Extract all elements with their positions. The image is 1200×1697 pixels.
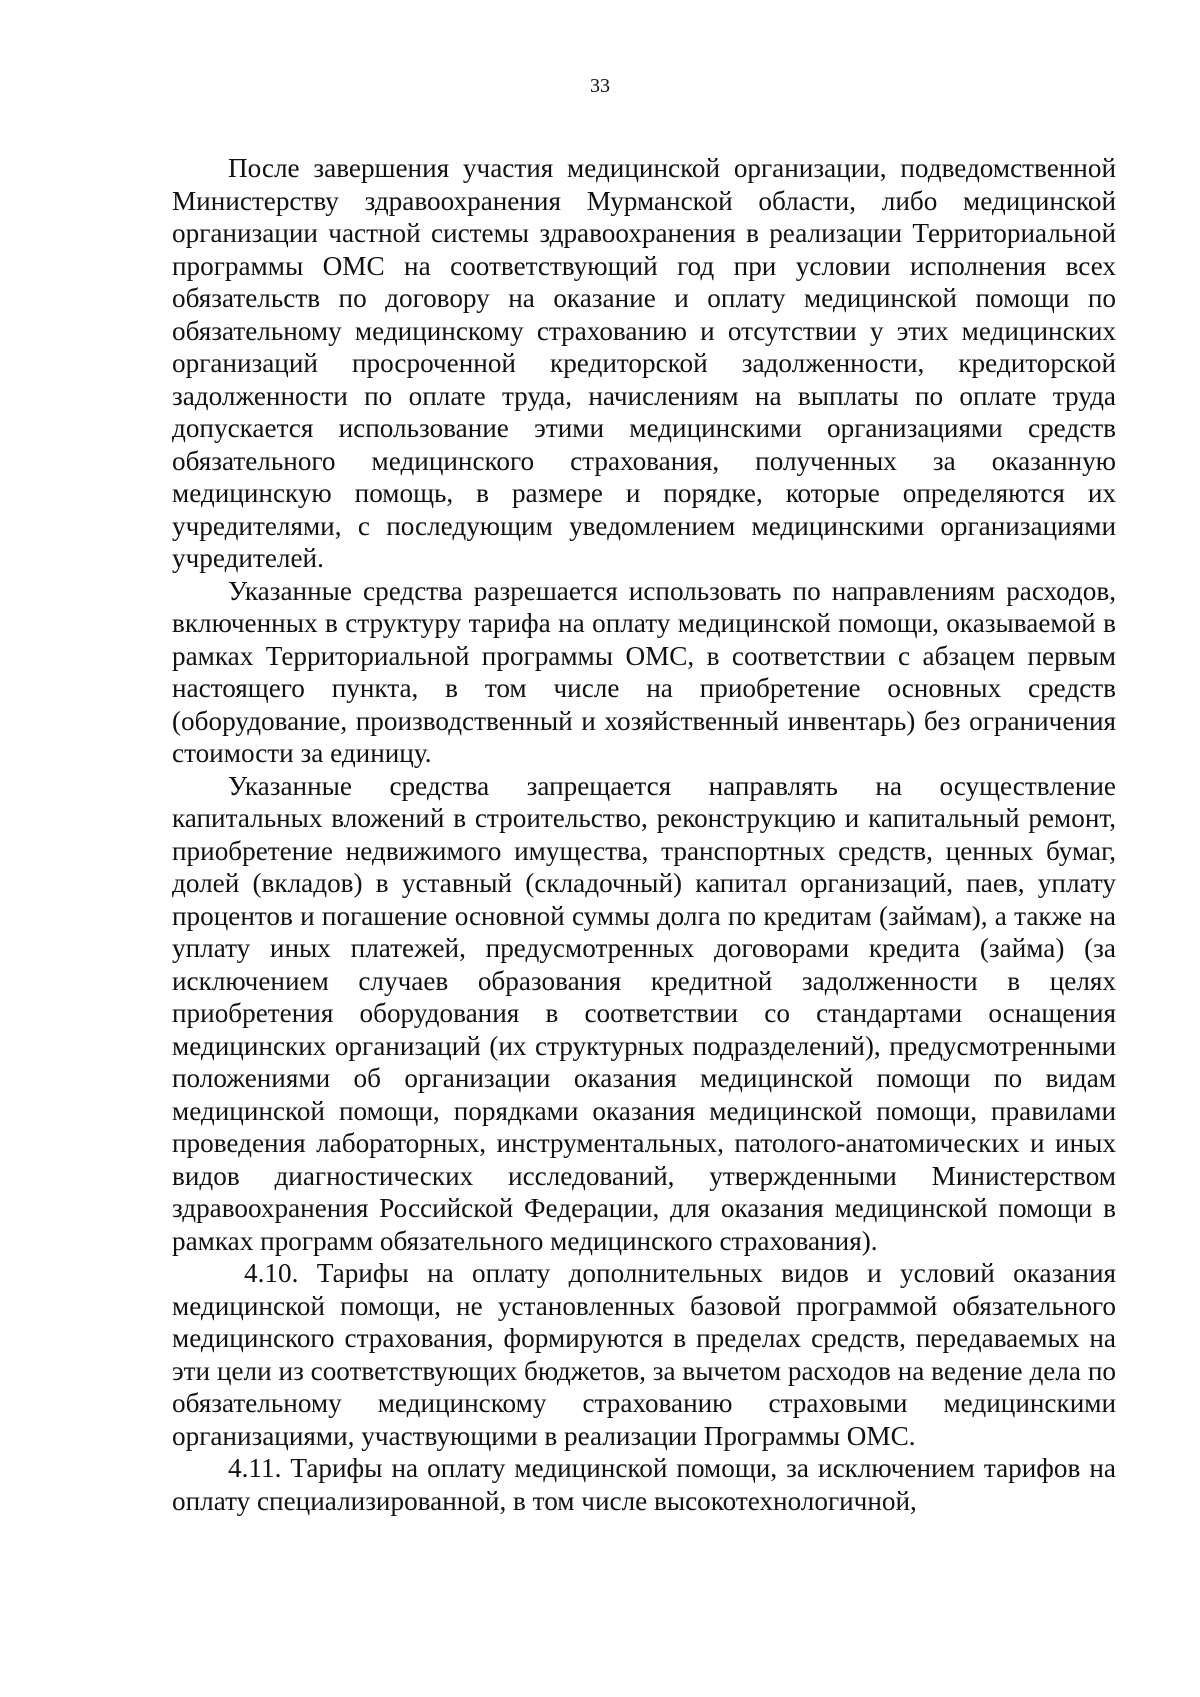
document-body <box>172 152 1116 1517</box>
paragraph-completion-participation: После завершения участия медицинской организации, подведомственной Министерству здравоохранения Мурманской области, либо медицинской организации частной системы здравоохранения в реализации Территориальной программы ОМС на соответствующий год при условии исполнения всех обязательств по договору на оказание и оплату медицинской помощи по обязательному медицинскому страхованию и отсутствии у этих медицинских организаций просроченной кредиторской задолженности, кредиторской задолженности по оплате труда, начислениям на выплаты по оплате труда допускается использование этими медицинскими организациями средств обязательного медицинского страхования, полученных за оказанную медицинскую помощь, в размере и порядке, которые определяются их учредителями, с последующим уведомлением медицинскими организациями учредителей. <box>172 153 1116 573</box>
paragraph-section-4-10: 4.10. Тарифы на оплату дополнительных видов и условий оказания медицинской помощи, не установленных базовой программой обязательного медицинского страхования, формируются в пределах средств, передаваемых на эти цели из соответствующих бюджетов, за вычетом расходов на ведение дела по обязательному медицинскому страхованию страховыми медицинскими организациями, участвующими в реализации Программы ОМС. <box>172 1258 1116 1451</box>
page-number: 33 <box>590 75 610 97</box>
paragraph-section-4-11: 4.11. Тарифы на оплату медицинской помощи, за исключением тарифов на оплату специализированной, в том числе высокотехнологичной, <box>172 1453 1116 1516</box>
paragraph-funds-prohibited-use: Указанные средства запрещается направлять на осуществление капитальных вложений в строительство, реконструкцию и капитальный ремонт, приобретение недвижимого имущества, транспортных средств, ценных бумаг, долей (вкладов) в уставный (складочный) капитал организаций, паев, уплату процентов и погашение основной суммы долга по кредитам (займам), а также на уплату иных платежей, предусмотренных договорами кредита (займа) (за исключением случаев образования кредитной задолженности в целях приобретения оборудования в соответствии со стандартами оснащения медицинских организаций (их структурных подразделений), предусмотренными положениями об организации оказания медицинской помощи по видам медицинской помощи, порядками оказания медицинской помощи, правилами проведения лабораторных, инструментальных, патолого-анатомических и иных видов диагностических исследований, утвержденными Министерством здравоохранения Российской Федерации, для оказания медицинской помощи в рамках программ обязательного медицинского страхования). <box>172 770 1116 1256</box>
paragraph-funds-allowed-use: Указанные средства разрешается использовать по направлениям расходов, включенных в структуру тарифа на оплату медицинской помощи, оказываемой в рамках Территориальной программы ОМС, в соответствии с абзацем первым настоящего пункта, в том числе на приобретение основных средств (оборудование, производственный и хозяйственный инвентарь) без ограничения стоимости за единицу. <box>172 575 1116 768</box>
